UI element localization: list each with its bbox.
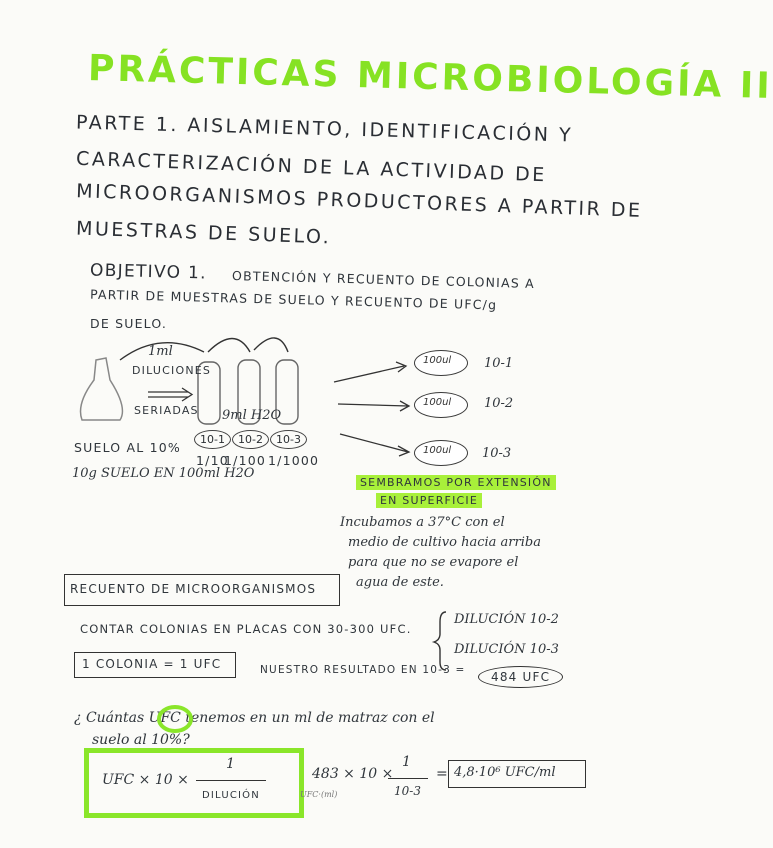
formula-denominator: DILUCIÓN [202,790,260,801]
parte-line-2: CARACTERIZACIÓN DE LA ACTIVIDAD DE [75,147,548,187]
incubamos-line-4: agua de este. [356,575,444,590]
dilucion-a: DILUCIÓN 10-2 [454,612,559,627]
incubamos-line-1: Incubamos a 37°C con el [340,515,505,530]
page-title: PRÁCTICAS MICROBIOLOGÍA II [87,48,773,107]
resultado-label: NUESTRO RESULTADO EN 10-3 = [260,664,466,676]
contar-line: CONTAR COLONIAS EN PLACAS CON 30-300 UFC. [80,622,412,636]
one-ml-label: 1ml [148,344,173,359]
sembramos-line-1: SEMBRAMOS POR EXTENSIÓN [356,475,556,490]
calc-equals: = [436,766,448,782]
formula-numerator: 1 [226,756,235,772]
pregunta-line-1: ¿ Cuántas UFC tenemos en un ml de matraz con el [74,710,435,726]
fraction-2: 1/100 [224,453,267,468]
petri-plate-3: 100ul [414,440,468,466]
fraction-3: 1/1000 [268,453,320,468]
colonia-equation: 1 COLONIA = 1 UFC [82,657,222,671]
pregunta-line-2: suelo al 10%? [92,732,190,748]
diluciones-label: DILUCIONES [132,364,212,377]
objetivo-line-1: OBTENCIÓN Y RECUENTO DE COLONIAS A [231,268,536,291]
plate-dilution-2: 10-2 [484,396,514,411]
objetivo-line-2: PARTIR DE MUESTRAS DE SUELO Y RECUENTO DE UFC/g [89,286,498,313]
ufc-circle-icon [159,707,191,731]
parte-line-1: PARTE 1. AISLAMIENTO, IDENTIFICACIÓN Y [75,111,574,147]
plate-dilution-1: 10-1 [484,356,514,371]
recuento-heading: RECUENTO DE MICROORGANISMOS [70,582,317,596]
nine-ml-label: 9ml H2O [222,408,282,423]
sembramos-line-2: EN SUPERFICIE [376,493,482,508]
dilucion-b: DILUCIÓN 10-3 [454,642,559,657]
tube-label-1: 10-1 [194,428,231,449]
incubamos-line-3: para que no se evapore el [348,555,519,570]
petri-plate-2: 100ul [414,392,468,418]
tube-label-3: 10-3 [270,428,307,449]
seriadas-label: SERIADAS [134,404,199,417]
parte-line-3: MICROORGANISMOS PRODUCTORES A PARTIR DE [75,180,643,222]
formula-lhs: UFC × 10 × [102,772,189,788]
plate-dilution-3: 10-3 [482,446,512,461]
suelo-pct-label: SUELO AL 10% [74,440,181,455]
calc-fraction-bar [388,778,428,779]
suelo-desc-label: 10g SUELO EN 100ml H2O [72,466,255,481]
objetivo-line-3: DE SUELO. [90,316,168,331]
formula-note: UFC·(ml) [300,790,338,799]
calc-lhs: 483 × 10 × [312,766,394,782]
resultado-value: 484 UFC [478,666,563,688]
parte-line-4: MUESTRAS DE SUELO. [75,217,332,249]
petri-plate-1: 100ul [414,350,468,376]
result-value: 4,8·10⁶ UFC/ml [454,765,556,780]
calc-numerator: 1 [402,754,411,770]
fraction-1: 1/10 [196,453,229,468]
objetivo-heading: OBJETIVO 1. [89,260,208,284]
tube-label-2: 10-2 [232,428,269,449]
formula-fraction-bar [196,780,266,781]
incubamos-line-2: medio de cultivo hacia arriba [348,535,541,550]
calc-denominator: 10-3 [394,784,421,798]
